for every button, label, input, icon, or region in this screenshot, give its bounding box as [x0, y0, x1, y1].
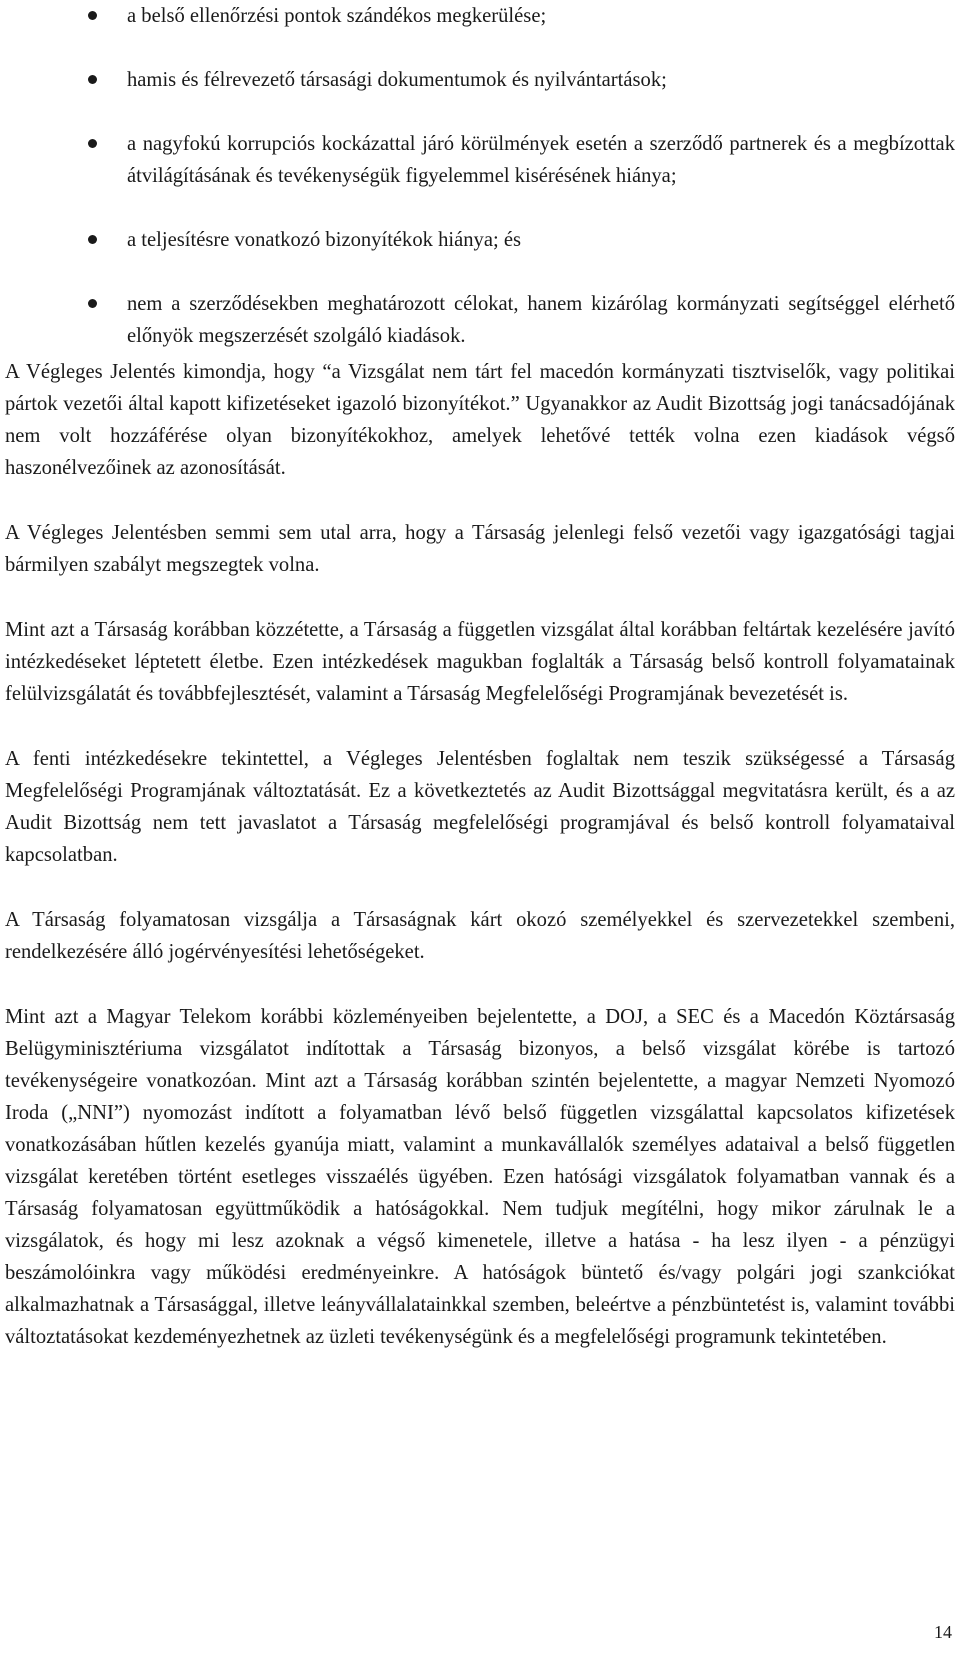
- paragraph-legal-remedies: A Társaság folyamatosan vizsgálja a Társaságnak kárt okozó személyekkel és szervezetekkel szembeni, rendelkezésére álló jogérvényesítési lehetőségeket.: [5, 909, 955, 963]
- bullet-list: [5, 0, 957, 352]
- page-number: 14: [934, 1622, 952, 1642]
- bullet-item: [5, 288, 957, 352]
- bullet-item: [5, 0, 957, 32]
- bullet-dot-icon: [88, 299, 97, 308]
- bullet-item: [5, 128, 957, 192]
- paragraph-no-violation: A Végleges Jelentésben semmi sem utal arra, hogy a Társaság jelenlegi felső vezetői vagy igazgatósági tagjai bármilyen szabályt megszegtek volna.: [5, 522, 955, 576]
- paragraph-final-report-findings: A Végleges Jelentés kimondja, hogy “a Vizsgálat nem tárt fel macedón kormányzati tisztviselők, vagy politikai pártok vezetői által kapott kifizetéseket igazoló bizonyítékot.” Ugyanakkor az Audit Bizottság jogi tanácsadójának nem volt hozzáférése olyan bizonyítékokhoz, amelyek lehetővé tették volna ezen kiadások végső haszonélvezőinek az azonosítását.: [5, 361, 955, 479]
- bullet-text: a belső ellenőrzési pontok szándékos megkerülése;: [127, 5, 547, 27]
- bullet-dot-icon: [88, 139, 97, 148]
- paragraph-compliance-program: A fenti intézkedésekre tekintettel, a Végleges Jelentésben foglaltak nem teszik szükségessé a Társaság Megfelelőségi Programjának változtatását. Ez a következtetés az Audit Bizottsággal megvitatásra került, és a az Audit Bizottság nem tett javaslatot a Társaság megfelelőségi programjával és belső kontroll folyamataival kapcsolatban.: [5, 748, 955, 866]
- bullet-dot-icon: [88, 11, 97, 20]
- document-page: [5, 0, 957, 1386]
- bullet-item: [5, 224, 957, 256]
- paragraph-investigations: Mint azt a Magyar Telekom korábbi közleményeiben bejelentette, a DOJ, a SEC és a Macedón Köztársaság Belügyminisztériuma vizsgálatot indítottak a Társaság bizonyos, a belső vizsgálat körébe is tartozó tevékenységeire vonatkozóan. Mint azt a Társaság korábban szintén bejelentette, a magyar Nemzeti Nyomozó Iroda („NNI”) nyomozást indított a folyamatban lévő belső független vizsgálattal kapcsolatos kifizetések vonatkozásában hűtlen kezelés gyanúja miatt, valamint a munkavállalók személyes adataival a belső független vizsgálat keretében történt esetleges visszaélés ügyében. Ezen hatósági vizsgálatok folyamatban vannak és a Társaság folyamatosan együttműködik a hatóságokkal. Nem tudjuk megítélni, hogy mikor zárulnak le a vizsgálatok, és hogy mi lesz azoknak a végső kimenetele, illetve a hatása - ha lesz ilyen - a pénzügyi beszámolóinkra vagy működési eredményeinkre. A hatóságok büntető és/vagy polgári jogi szankciókat alkalmazhatnak a Társasággal, illetve leányvállalatainkkal szemben, beleértve a pénzbüntetést is, valamint további változtatásokat kezdeményezhetnek az üzleti tevékenységünk és a megfelelőségi programunk tekintetében.: [5, 1006, 955, 1348]
- bullet-dot-icon: [88, 235, 97, 244]
- bullet-item: [5, 64, 957, 96]
- bullet-text: a teljesítésre vonatkozó bizonyítékok hiánya; és: [127, 229, 522, 251]
- bullet-text: nem a szerződésekben meghatározott célokat, hanem kizárólag kormányzati segítséggel elérhető előnyök megszerzését szolgáló kiadások.: [127, 293, 955, 347]
- bullet-text: a nagyfokú korrupciós kockázattal járó körülmények esetén a szerződő partnerek és a megbízottak átvilágításának és tevékenységük figyelemmel kisérésének hiánya;: [127, 133, 955, 187]
- bullet-text: hamis és félrevezető társasági dokumentumok és nyilvántartások;: [127, 69, 667, 91]
- paragraph-remedial-measures: Mint azt a Társaság korábban közzétette, a Társaság a független vizsgálat által korábban feltártak kezelésére javító intézkedéseket léptetett életbe. Ezen intézkedések magukban foglalták a Társaság belső kontroll folyamatainak felülvizsgálatát és továbbfejlesztését, valamint a Társaság Megfelelőségi Programjának bevezetését is.: [5, 619, 955, 705]
- bullet-dot-icon: [88, 75, 97, 84]
